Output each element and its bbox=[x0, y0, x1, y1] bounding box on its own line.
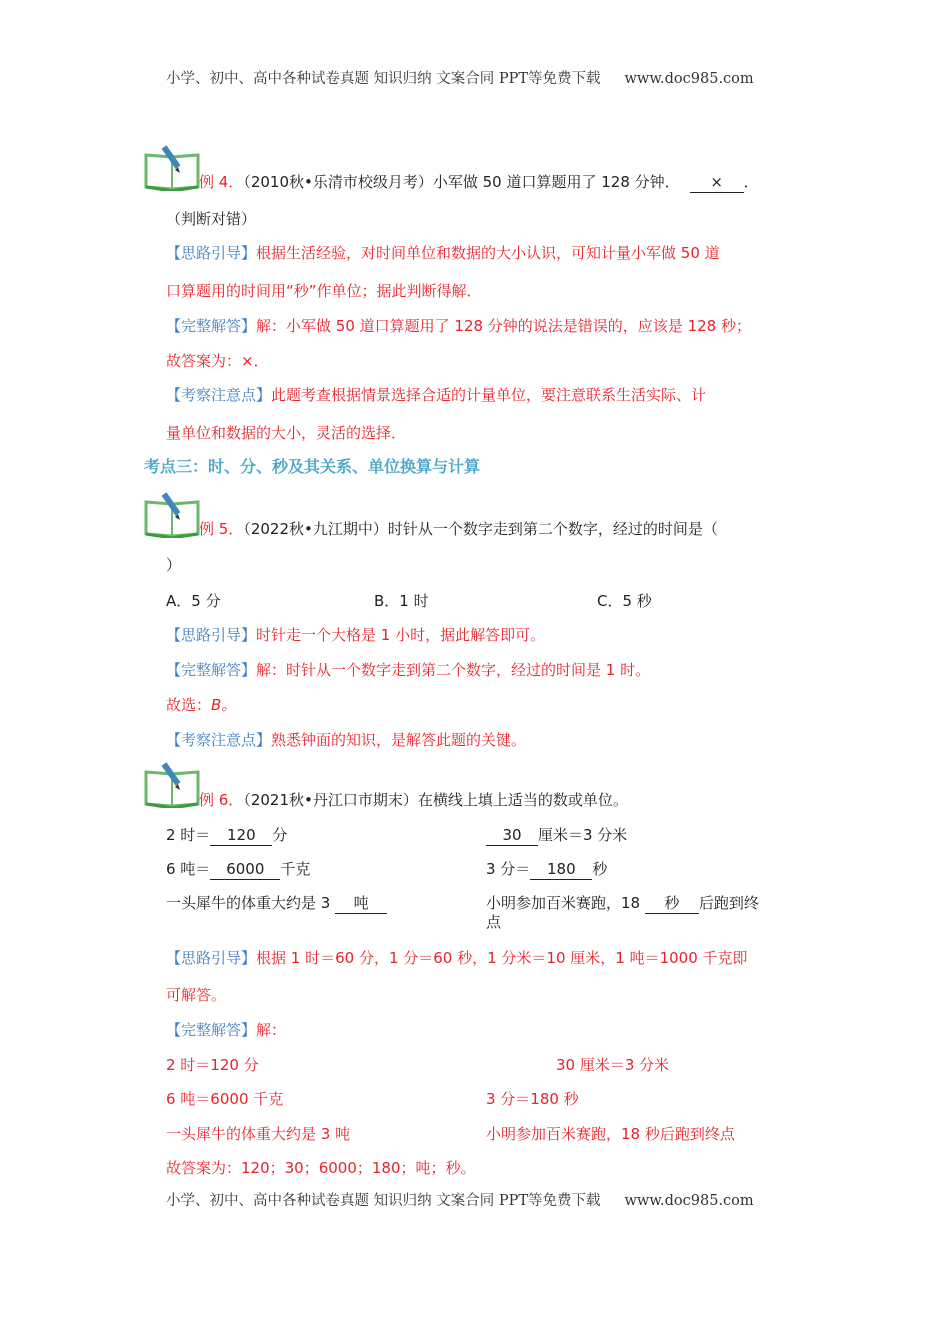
fill-pre: 一头犀牛的体重大约是 3 bbox=[166, 894, 336, 912]
solution-text: 解：时针从一个数字走到第二个数字，经过的时间是 1 时。 bbox=[256, 661, 651, 679]
question-stem: （2022秋•九江期中）时针从一个数字走到第二个数字，经过的时间是（ bbox=[243, 520, 718, 538]
note-label: 【考察注意点】 bbox=[166, 386, 272, 404]
fill-item bbox=[166, 859, 310, 880]
answer-line: 小明参加百米赛跑，18 秒后跑到终点 bbox=[486, 1125, 735, 1143]
answer-line: 一头犀牛的体重大约是 3 吨 bbox=[166, 1125, 351, 1143]
final-answer: 故答案为：120；30；6000；180；吨；秒。 bbox=[166, 1159, 476, 1177]
fill-item bbox=[166, 825, 287, 846]
hint-text: 根据生活经验，对时间单位和数据的大小认识，可知计量小军做 50 道 bbox=[256, 244, 720, 262]
hint bbox=[166, 243, 720, 263]
fill-post: 分 bbox=[272, 826, 288, 844]
fill-blank: 吨 bbox=[335, 893, 387, 914]
answer-line: 2 时＝120 分 bbox=[166, 1056, 259, 1074]
solution-label: 【完整解答】 bbox=[166, 317, 257, 335]
fill-post: 秒 bbox=[592, 860, 608, 878]
choice bbox=[166, 695, 236, 715]
note bbox=[166, 385, 706, 405]
note-text: 此题考查根据情景选择合适的计量单位，要注意联系生活实际、计 bbox=[271, 386, 707, 404]
hint-label: 【思路引导】 bbox=[166, 626, 257, 644]
question-stem-end: ） bbox=[166, 556, 182, 574]
fill-post: 千克 bbox=[280, 860, 311, 878]
hint-label: 【思路引导】 bbox=[166, 244, 257, 262]
fill-blank: 120 bbox=[210, 825, 272, 846]
solution-text: 解： bbox=[256, 1021, 287, 1039]
solution bbox=[166, 1020, 286, 1040]
hint-text: 根据 1 时＝60 分，1 分＝60 秒，1 分米＝10 厘米，1 吨＝1000 千克即 bbox=[256, 949, 748, 967]
header-text: 小学、初中、高中各种试卷真题 知识归纳 文案合同 PPT等免费下载 bbox=[166, 71, 601, 87]
example-number: 例 6． bbox=[199, 791, 244, 809]
note-text-2: 量单位和数据的大小，灵活的选择． bbox=[166, 424, 407, 442]
hint bbox=[166, 625, 545, 645]
solution-answer: 故答案为：×． bbox=[166, 352, 269, 370]
fill-pre: 3 分＝ bbox=[486, 860, 531, 878]
question-stem: （2021秋•丹江口市期末）在横线上填上适当的数或单位。 bbox=[243, 791, 628, 809]
fill-item bbox=[486, 825, 627, 846]
fill-post: 后跑到终 bbox=[698, 894, 759, 912]
hint-text-2: 口算题用的时间用“秒”作单位；据此判断得解． bbox=[166, 282, 482, 300]
hint-text-2: 可解答。 bbox=[166, 986, 227, 1004]
fill-item bbox=[486, 893, 759, 914]
fill-pre: 2 时＝ bbox=[166, 826, 211, 844]
solution bbox=[166, 316, 751, 336]
fill-item bbox=[166, 893, 387, 914]
example-number: 例 5． bbox=[199, 520, 244, 538]
question-type: （判断对错） bbox=[166, 210, 257, 228]
question-stem: （2010秋•乐清市校级月考）小军做 50 道口算题用了 128 分钟． bbox=[243, 173, 680, 191]
example-4-question bbox=[199, 172, 759, 193]
choice-label: 故选： bbox=[166, 696, 212, 714]
example-5-question bbox=[199, 519, 718, 539]
note bbox=[166, 730, 526, 750]
fill-blank: 30 bbox=[486, 825, 538, 846]
option-c: C．5 秒 bbox=[597, 592, 652, 610]
punct: ． bbox=[743, 173, 759, 191]
solution-text: 解：小军做 50 道口算题用了 128 分钟的说法是错误的，应该是 128 秒； bbox=[256, 317, 751, 335]
hint-label: 【思路引导】 bbox=[166, 949, 257, 967]
page-header bbox=[166, 69, 754, 89]
note-label: 【考察注意点】 bbox=[166, 731, 272, 749]
answer-line: 6 吨＝6000 千克 bbox=[166, 1090, 284, 1108]
example-number: 例 4． bbox=[199, 173, 244, 191]
answer-line: 30 厘米＝3 分米 bbox=[556, 1056, 670, 1074]
hint bbox=[166, 948, 748, 968]
fill-post-wrap: 点 bbox=[486, 913, 502, 931]
solution-label: 【完整解答】 bbox=[166, 1021, 257, 1039]
solution-label: 【完整解答】 bbox=[166, 661, 257, 679]
fill-post: 厘米＝3 分米 bbox=[538, 826, 628, 844]
book-pencil-icon bbox=[144, 762, 200, 808]
section-heading: 考点三：时、分、秒及其关系、单位换算与计算 bbox=[144, 457, 481, 476]
page-footer bbox=[166, 1191, 754, 1211]
answer-line: 3 分＝180 秒 bbox=[486, 1090, 579, 1108]
fill-blank: 6000 bbox=[210, 859, 280, 880]
header-url[interactable]: www.doc985.com bbox=[624, 71, 754, 87]
choice-value: B。 bbox=[211, 696, 237, 714]
book-pencil-icon bbox=[144, 145, 200, 191]
option-a: A．5 分 bbox=[166, 592, 221, 610]
option-b: B．1 时 bbox=[374, 592, 429, 610]
fill-blank: 180 bbox=[530, 859, 592, 880]
fill-item bbox=[486, 859, 607, 880]
footer-text: 小学、初中、高中各种试卷真题 知识归纳 文案合同 PPT等免费下载 bbox=[166, 1193, 601, 1209]
book-pencil-icon bbox=[144, 492, 200, 538]
example-6-question bbox=[199, 790, 628, 810]
solution bbox=[166, 660, 650, 680]
note-text: 熟悉钟面的知识，是解答此题的关键。 bbox=[271, 731, 527, 749]
footer-url[interactable]: www.doc985.com bbox=[624, 1193, 754, 1209]
answer-blank: × bbox=[690, 172, 744, 193]
fill-blank: 秒 bbox=[645, 893, 699, 914]
hint-text: 时针走一个大格是 1 小时，据此解答即可。 bbox=[256, 626, 546, 644]
fill-pre: 6 吨＝ bbox=[166, 860, 211, 878]
fill-pre: 小明参加百米赛跑，18 bbox=[486, 894, 645, 912]
